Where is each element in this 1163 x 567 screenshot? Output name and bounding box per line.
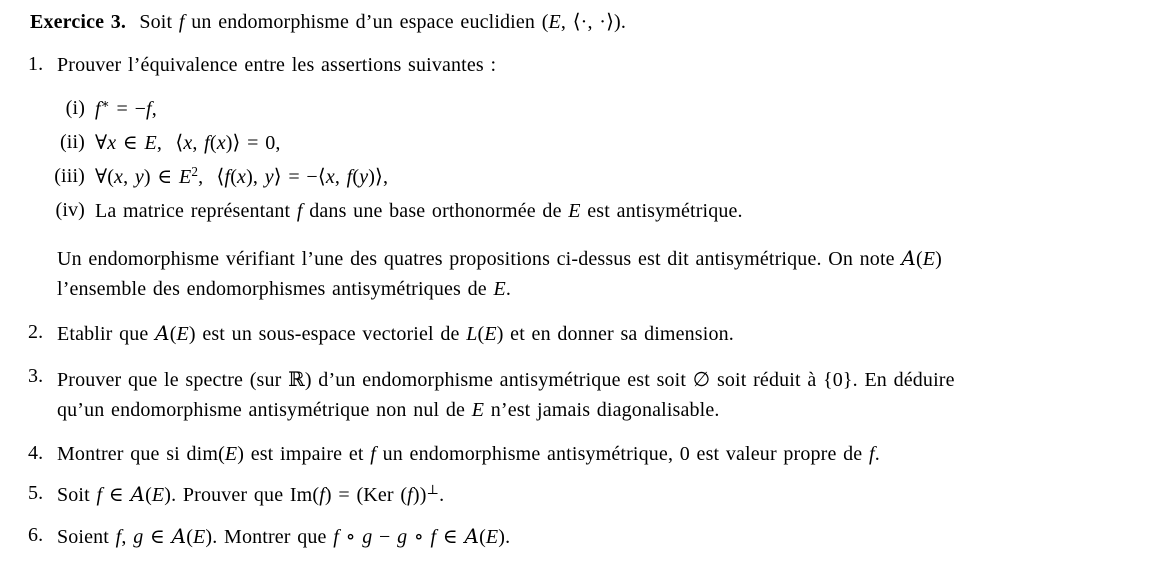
text-run: x (107, 132, 117, 154)
item-1 (0, 53, 1163, 77)
item-2-content (57, 321, 734, 346)
item-4 (0, 442, 1163, 466)
item-1-note-content (57, 243, 942, 304)
text-run: un endomorphisme antisymétrique, 0 est valeur propre de (375, 443, 869, 465)
text-run: ) est un sous-espace vectoriel de (188, 323, 467, 345)
subitem-iii-line-1 (95, 165, 388, 189)
text-run: n’est jamais diagonalisable. (484, 399, 720, 421)
subitem-i-line-1 (95, 97, 157, 121)
item-1-marker: 1. (28, 53, 44, 75)
text-run: = − (109, 98, 147, 120)
text-run: E (178, 166, 192, 188)
text-run: A (171, 524, 187, 548)
item-3 (0, 365, 1163, 425)
subitem-ii-line-1 (95, 131, 281, 155)
text-run: A (464, 524, 480, 548)
text-run: ) = (Ker ( (324, 484, 408, 506)
text-run: ) et en donner sa dimension. (496, 323, 734, 345)
subitem-iii (0, 165, 1163, 189)
text-run: qu’un endomorphisme antisymétrique non nul de (57, 399, 472, 421)
text-run: ( (209, 132, 217, 154)
text-run: f (204, 132, 210, 154)
exercise-header (0, 10, 1163, 34)
item-4-content (57, 442, 880, 466)
text-run: Etablir que (57, 323, 156, 345)
text-run: , (334, 166, 347, 188)
item-2-line-1 (57, 321, 734, 346)
item-6 (0, 524, 1163, 549)
subitem-iii-marker: (iii) (54, 165, 85, 187)
subitem-ii (0, 131, 1163, 155)
text-run: 2 (191, 164, 199, 180)
text-run: . (874, 443, 880, 465)
text-run: E (193, 526, 206, 548)
text-run: E (485, 526, 499, 548)
item-3-line-1 (57, 365, 955, 395)
text-run: y (359, 166, 369, 188)
text-run: E (922, 248, 936, 270)
text-run: f (224, 166, 231, 188)
text-run: L (466, 323, 478, 345)
text-run: )⟩, (368, 166, 389, 188)
item-4-line-1 (57, 442, 880, 466)
text-run: ( (479, 526, 486, 548)
exercise-header-line-1 (30, 10, 626, 34)
text-run: ∗ (100, 96, 110, 112)
subitem-iv-content (95, 199, 743, 223)
text-run: . (439, 484, 445, 506)
text-run: , (123, 166, 135, 188)
text-run: ( (352, 166, 360, 188)
item-6-marker: 6. (28, 524, 44, 546)
item-2-marker: 2. (28, 321, 44, 343)
text-run: f (319, 484, 325, 506)
text-run: dans une base orthonormée de (302, 200, 569, 222)
item-5-marker: 5. (28, 482, 44, 504)
text-run: E (568, 200, 581, 222)
text-run: , (121, 526, 134, 548)
text-run: ∈ (143, 526, 172, 548)
text-run: y (264, 166, 274, 188)
item-2 (0, 321, 1163, 346)
text-run: f (178, 11, 185, 33)
text-run: Prouver que le spectre (sur ℝ) d’un endomorphisme antisymétrique est soit ∅ soit réduit à {0}. En déduire (57, 369, 955, 391)
text-run: x (183, 132, 193, 154)
text-run: f (333, 526, 339, 548)
text-run: f (296, 200, 303, 222)
text-run: un endomorphisme d’un espace euclidien ( (184, 11, 549, 33)
text-run: , ⟨·, ·⟩). (560, 11, 626, 33)
exercise-header-content (30, 10, 626, 34)
text-run: g (397, 526, 408, 548)
subitem-i-content (95, 97, 157, 121)
subitem-iv-marker: (iv) (55, 199, 85, 221)
text-run: ), (246, 166, 265, 188)
text-run: l’ensemble des endomorphismes antisymétriques de (57, 278, 494, 300)
text-run: ( (230, 166, 238, 188)
text-run: f (346, 166, 353, 188)
text-run: y (134, 166, 144, 188)
text-run: ). Prouver que Im( (164, 484, 320, 506)
exercise-body (0, 10, 1163, 549)
text-run: Exercice 3. (30, 11, 127, 33)
text-run: x (114, 166, 124, 188)
subitem-i-marker: (i) (65, 97, 85, 119)
text-run: ∈ (102, 484, 131, 506)
text-run: A (901, 246, 916, 270)
text-run: E (548, 11, 561, 33)
text-run: ∈ (116, 132, 145, 154)
text-run: ∀( (95, 166, 115, 188)
text-run: ( (477, 323, 485, 345)
text-run: )⟩ = 0, (225, 132, 281, 154)
text-run: ∈ (436, 526, 465, 548)
item-4-marker: 4. (28, 442, 44, 464)
text-run: Un endomorphisme vérifiant l’une des quatres propositions ci-dessus est dit antisymétrique. On note (57, 248, 902, 270)
text-run: f (868, 443, 875, 465)
item-3-line-2 (57, 395, 955, 425)
text-run: E (493, 278, 506, 300)
item-5 (0, 482, 1163, 507)
item-1-content (57, 53, 496, 77)
subitem-iv-line-1 (95, 199, 743, 223)
text-run: ∘ (338, 526, 363, 548)
text-run: Montrer que si dim( (57, 443, 225, 465)
text-run: , (192, 132, 205, 154)
item-1-note-line-1 (57, 243, 942, 274)
text-run: Soit (57, 484, 97, 506)
text-run: ). (498, 526, 511, 548)
text-run: E (224, 443, 238, 465)
text-run: ) (935, 248, 942, 270)
text-run: f (430, 526, 437, 548)
text-run: ( (186, 526, 194, 548)
text-run: ( (145, 484, 152, 506)
text-run: g (133, 526, 144, 548)
text-run: f (407, 484, 413, 506)
text-run: La matrice représentant (95, 200, 297, 222)
text-run: ⊥ (426, 482, 440, 498)
text-run: . (505, 278, 511, 300)
item-6-line-1 (57, 524, 510, 549)
item-6-content (57, 524, 510, 549)
text-run: ). Montrer que (205, 526, 334, 548)
text-run: E (471, 399, 485, 421)
text-run: f (370, 443, 376, 465)
text-run: ( (915, 248, 923, 270)
text-run: x (216, 132, 226, 154)
text-run: E (151, 484, 165, 506)
item-1-line-1 (57, 53, 496, 77)
text-run: ⟩ = −⟨ (273, 166, 326, 188)
text-run: ( (169, 323, 177, 345)
subitem-iii-content (95, 165, 388, 189)
text-run: Prouver l’équivalence entre les assertions suivantes : (57, 54, 497, 76)
text-run: ) est impaire et (237, 443, 371, 465)
subitem-ii-marker: (ii) (59, 131, 85, 153)
text-run: Soit (126, 11, 179, 33)
text-run: A (155, 321, 170, 345)
text-run: f (96, 484, 103, 506)
subitem-iv (0, 199, 1163, 223)
text-run: )) (412, 484, 427, 506)
text-run: A (130, 482, 146, 506)
item-1-note-line-2 (57, 274, 942, 304)
text-run: E (144, 132, 157, 154)
subitem-i (0, 97, 1163, 121)
text-run: − (372, 526, 398, 548)
item-3-content (57, 365, 955, 425)
text-run: E (484, 323, 497, 345)
text-run: Soient (57, 526, 116, 548)
text-run: , (151, 98, 157, 120)
text-run: f (146, 98, 152, 120)
item-5-line-1 (57, 482, 444, 507)
text-run: ) ∈ (143, 166, 179, 188)
text-run: est antisymétrique. (580, 200, 743, 222)
text-run: x (325, 166, 335, 188)
text-run: , ⟨ (198, 166, 225, 188)
text-run: , ⟨ (156, 132, 184, 154)
text-run: x (237, 166, 247, 188)
text-run: ∘ (407, 526, 431, 548)
text-run: f (95, 98, 101, 120)
item-5-content (57, 482, 444, 507)
item-3-marker: 3. (28, 365, 44, 387)
text-run: f (115, 526, 122, 548)
item-1-note (0, 243, 1163, 304)
text-run: g (362, 526, 373, 548)
text-run: ∀ (95, 132, 108, 154)
text-run: E (176, 323, 189, 345)
subitem-ii-content (95, 131, 281, 155)
